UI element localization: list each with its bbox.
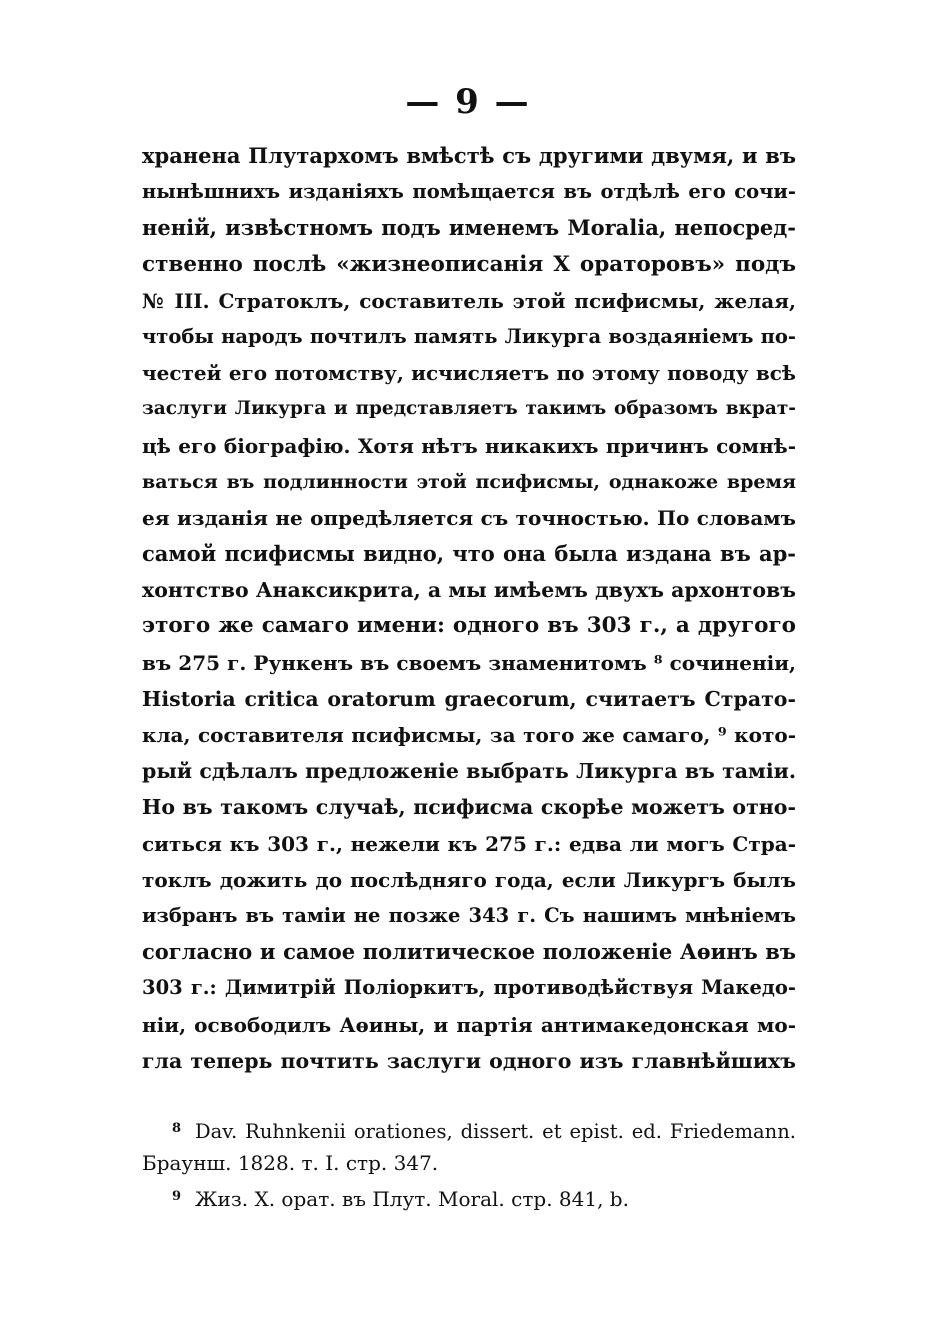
text-line: ситься къ 303 г., нежели къ 275 г.: едва ли могъ Стра- (142, 831, 796, 856)
text-line: токлъ дожить до послѣдняго года, если Ликургъ былъ (142, 867, 796, 892)
text-line: самой псифисмы видно, что она была издана въ ар- (142, 541, 796, 567)
text-line: въ 275 г. Рункенъ въ своемъ знаменитомъ ⁸ сочиненіи, (142, 650, 796, 675)
text-line: цѣ его біографію. Хотя нѣтъ никакихъ причинъ сомнѣ- (142, 433, 796, 458)
text-line: ея изданія не опредѣляется съ точностью. По словамъ (142, 505, 796, 530)
text-line: Historia critica oratorum graecorum, считаетъ Страто- (142, 686, 796, 711)
text-line: хонтство Анаксикрита, а мы имѣемъ двухъ архонтовъ (142, 578, 796, 603)
text-line: № III. Стратоклъ, составитель этой псифисмы, желая, (142, 288, 796, 313)
body-text (142, 138, 796, 1079)
text-line: рый сдѣлалъ предложеніе выбрать Ликурга въ таміи. (142, 759, 796, 784)
footnote-mark: 8 (172, 1121, 182, 1136)
text-line: избранъ въ таміи не позже 343 г. Съ нашимъ мнѣніемъ (142, 903, 796, 927)
footnote-text: Dav. Ruhnkenii orationes, dissert. et epist. ed. Friedemann. (195, 1120, 796, 1143)
text-line: кла, составителя псифисмы, за того же самаго, ⁹ кото- (142, 723, 796, 747)
text-line: честей его потомству, исчисляетъ по этому поводу всѣ (142, 361, 796, 386)
text-line: ніи, освободилъ Аѳины, и партія антимакедонская мо- (142, 1012, 796, 1037)
text-line: чтобы народъ почтилъ память Ликурга воздаяніемъ по- (142, 324, 796, 348)
text-line: хранена Плутархомъ вмѣстѣ съ другими двумя, и въ (142, 143, 796, 168)
text-line: согласно и самое политическое положеніе Аѳинъ въ (142, 939, 796, 965)
text-line: ственно послѣ «жизнеописанія X ораторовъ» подъ (142, 251, 796, 277)
text-line: гла теперь почтить заслуги одного изъ главнѣйшихъ (142, 1048, 796, 1073)
text-line: заслуги Ликурга и представляетъ такимъ образомъ вкрат- (142, 398, 796, 420)
footnote-9 (142, 1180, 796, 1214)
footnote-8-continuation: Браунш. 1828. т. I. стр. 347. (142, 1151, 439, 1175)
page-number: — 9 — (405, 82, 531, 122)
text-line: этого же самаго имени: одного въ 303 г., а другого (142, 613, 796, 639)
text-line: нынѣшнихъ изданіяхъ помѣщается въ отдѣлѣ его сочи- (142, 180, 796, 204)
footnote-mark: 9 (172, 1189, 182, 1204)
text-line: Но въ такомъ случаѣ, псифисма скорѣе можетъ отно- (142, 795, 796, 820)
footnote-text: Жиз. X. орат. въ Плут. Moral. стр. 841, b. (195, 1187, 629, 1211)
footnotes (142, 1112, 796, 1214)
text-line: 303 г.: Димитрій Поліоркитъ, противодѣйствуя Македо- (142, 976, 796, 1000)
text-line: ваться въ подлинности этой псифисмы, однакоже время (142, 470, 796, 493)
footnote-8 (142, 1112, 796, 1146)
text-line: неній, извѣстномъ подъ именемъ Moralia, непосред- (142, 215, 796, 241)
